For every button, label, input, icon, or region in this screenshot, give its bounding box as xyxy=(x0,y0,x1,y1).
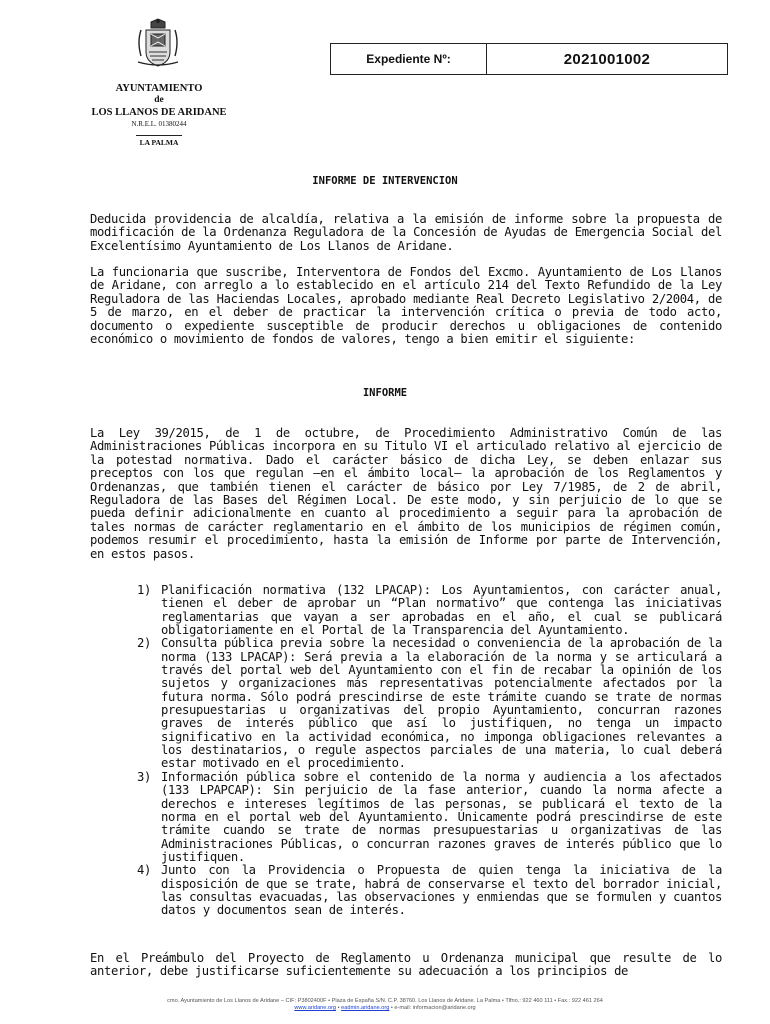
step-text: Junto con la Providencia o Propuesta de quien tenga la iniciativa de la disposición de que se trate, habrá de conservarse el texto del borrador inicial, las consultas evacuadas, las observaciones y enmiendas que se formulen y cuantos datos y documentos sean de interés. xyxy=(161,863,722,918)
footer-address: cmo. Ayuntamiento de Los Llanos de Aridane – CIF: P3802400F • Plaza de España S/N. C.P. 38760. Los Llanos de Aridane. La Palma • Tlfno.: 922 460 111 • Fax.: 922 461 264 xyxy=(167,998,603,1004)
footer-links xyxy=(0,1005,770,1012)
list-item xyxy=(137,584,722,637)
org-divider xyxy=(136,135,182,136)
org-name-line3: LOS LLANOS DE ARIDANE xyxy=(91,107,227,118)
step-text: Información pública sobre el contenido de la norma y audiencia a los afectados (133 LPAPCAP): Sin perjuicio de la fase anterior, cuando la norma afecte a derechos e intereses legítimos de las personas, se publicará el texto de la norma en el portal web del Ayuntamiento. Únicamente podrá prescindirse de este trámite cuando se trate de normas presupuestarias u organizativas de las Administraciones Públicas, o concurran razones graves de interés público que lo justifiquen. xyxy=(161,769,722,864)
step-text: Planificación normativa (132 LPACAP): Los Ayuntamientos, con carácter anual, tienen el deber de aprobar un “Plan normativo” que contenga las iniciativas reglamentarias que vayan a ser aprobadas en el año, el cual se publicará obligatoriamente en el Portal de la Transparencia del Ayuntamiento. xyxy=(161,583,722,638)
expediente-box xyxy=(330,43,728,75)
expediente-number: 2021001002 xyxy=(563,50,651,68)
coat-of-arms-logo xyxy=(133,18,183,70)
website-link[interactable]: www.aridane.org xyxy=(294,1005,337,1011)
org-registry-code: N.R.E.L. 01380244 xyxy=(131,120,187,128)
org-name-line2: de xyxy=(154,95,164,105)
list-item xyxy=(137,771,722,864)
step-number: 1) xyxy=(137,583,151,597)
procedure-steps-list xyxy=(137,584,722,918)
step-number: 4) xyxy=(137,863,151,878)
eadmin-link[interactable]: eadmin.aridane.org xyxy=(341,1005,390,1011)
step-number: 3) xyxy=(137,769,151,784)
list-item xyxy=(137,864,722,917)
org-island: LA PALMA xyxy=(139,138,179,147)
paragraph-intro: Deducida providencia de alcaldía, relativa a la emisión de informe sobre la propuesta de modificación de la Ordenanza Reguladora de la Concesión de Ayudas de Emergencia Social del Excelentísimo Ayuntamiento de Los Llanos de Aridane. xyxy=(90,212,722,253)
list-item xyxy=(137,637,722,770)
paragraph-funcionaria: La funcionaria que suscribe, Interventora de Fondos del Excmo. Ayuntamiento de Los Llanos de Aridane, con arreglo a lo establecido en el artículo 214 del Texto Refundido de la Ley Reguladora de las Haciendas Locales, aprobado mediante Real Decreto Legislativo 2/2004, de 5 de marzo, en el deber de practicar la intervención crítica o previa de todo acto, documento o expediente susceptible de producir derechos u obligaciones de contenido económico o movimiento de fondos de valores, tengo a bien emitir el siguiente: xyxy=(90,265,722,347)
section-heading-informe: INFORME xyxy=(362,387,408,399)
step-text: Consulta pública previa sobre la necesidad o conveniencia de la aprobación de la norma (133 LPACAP): Será previa a la elaboración de la norma y se articulará a través del portal web del Ayuntamiento con el fin de recabar la opinión de los sujetos y organizaciones más representativas potencialmente afectados por la futura norma. Sólo podrá prescindirse de este trámite cuando se trate de normas presupuestarias u organizativas del propio Ayuntamiento, concurran razones graves de interés público que así lo justifiquen, no tenga un impacto significativo en la actividad económica, no imponga obligaciones relevantes a los destinatarios, o regule aspectos parciales de una materia, lo cual deberá estar motivado en el procedimiento. xyxy=(161,636,722,771)
expediente-label: Expediente Nº: xyxy=(331,44,487,74)
paragraph-preambulo: En el Preámbulo del Proyecto de Reglamento u Ordenanza municipal que resulte de lo anterior, debe justificarse suficientemente su adecuación a los principios de xyxy=(90,951,722,979)
page-footer xyxy=(0,998,770,1012)
document-title: INFORME DE INTERVENCION xyxy=(312,175,458,187)
paragraph-ley: La Ley 39/2015, de 1 de octubre, de Procedimiento Administrativo Común de las Administraciones Públicas incorpora en su Titulo VI el articulado relativo al ejercicio de la potestad normativa. Dado el carácter básico de dicha Ley, se deben enlazar sus preceptos con los que regulan –en el ámbito local– la aprobación de los Reglamentos y Ordenanzas, que también tienen el carácter de básico por Ley 7/1985, de 2 de abril, Reguladora de las Bases del Régimen Local. De este modo, y sin perjuicio de lo que se pueda definir adicionalmente en cuanto al procedimiento a seguir para la aprobación de tales normas de carácter reglamentario en el ámbito de los municipios de régimen común, podemos resumir el procedimiento, hasta la emisión de Informe por parte de Intervención, en estos pasos. xyxy=(90,426,722,561)
organization-block xyxy=(88,82,230,148)
footer-email: • e-mail: informacion@aridane.org xyxy=(389,1005,476,1011)
step-number: 2) xyxy=(137,636,151,651)
footer-separator: • xyxy=(336,1005,342,1011)
org-name-line1: AYUNTAMIENTO xyxy=(115,83,203,94)
